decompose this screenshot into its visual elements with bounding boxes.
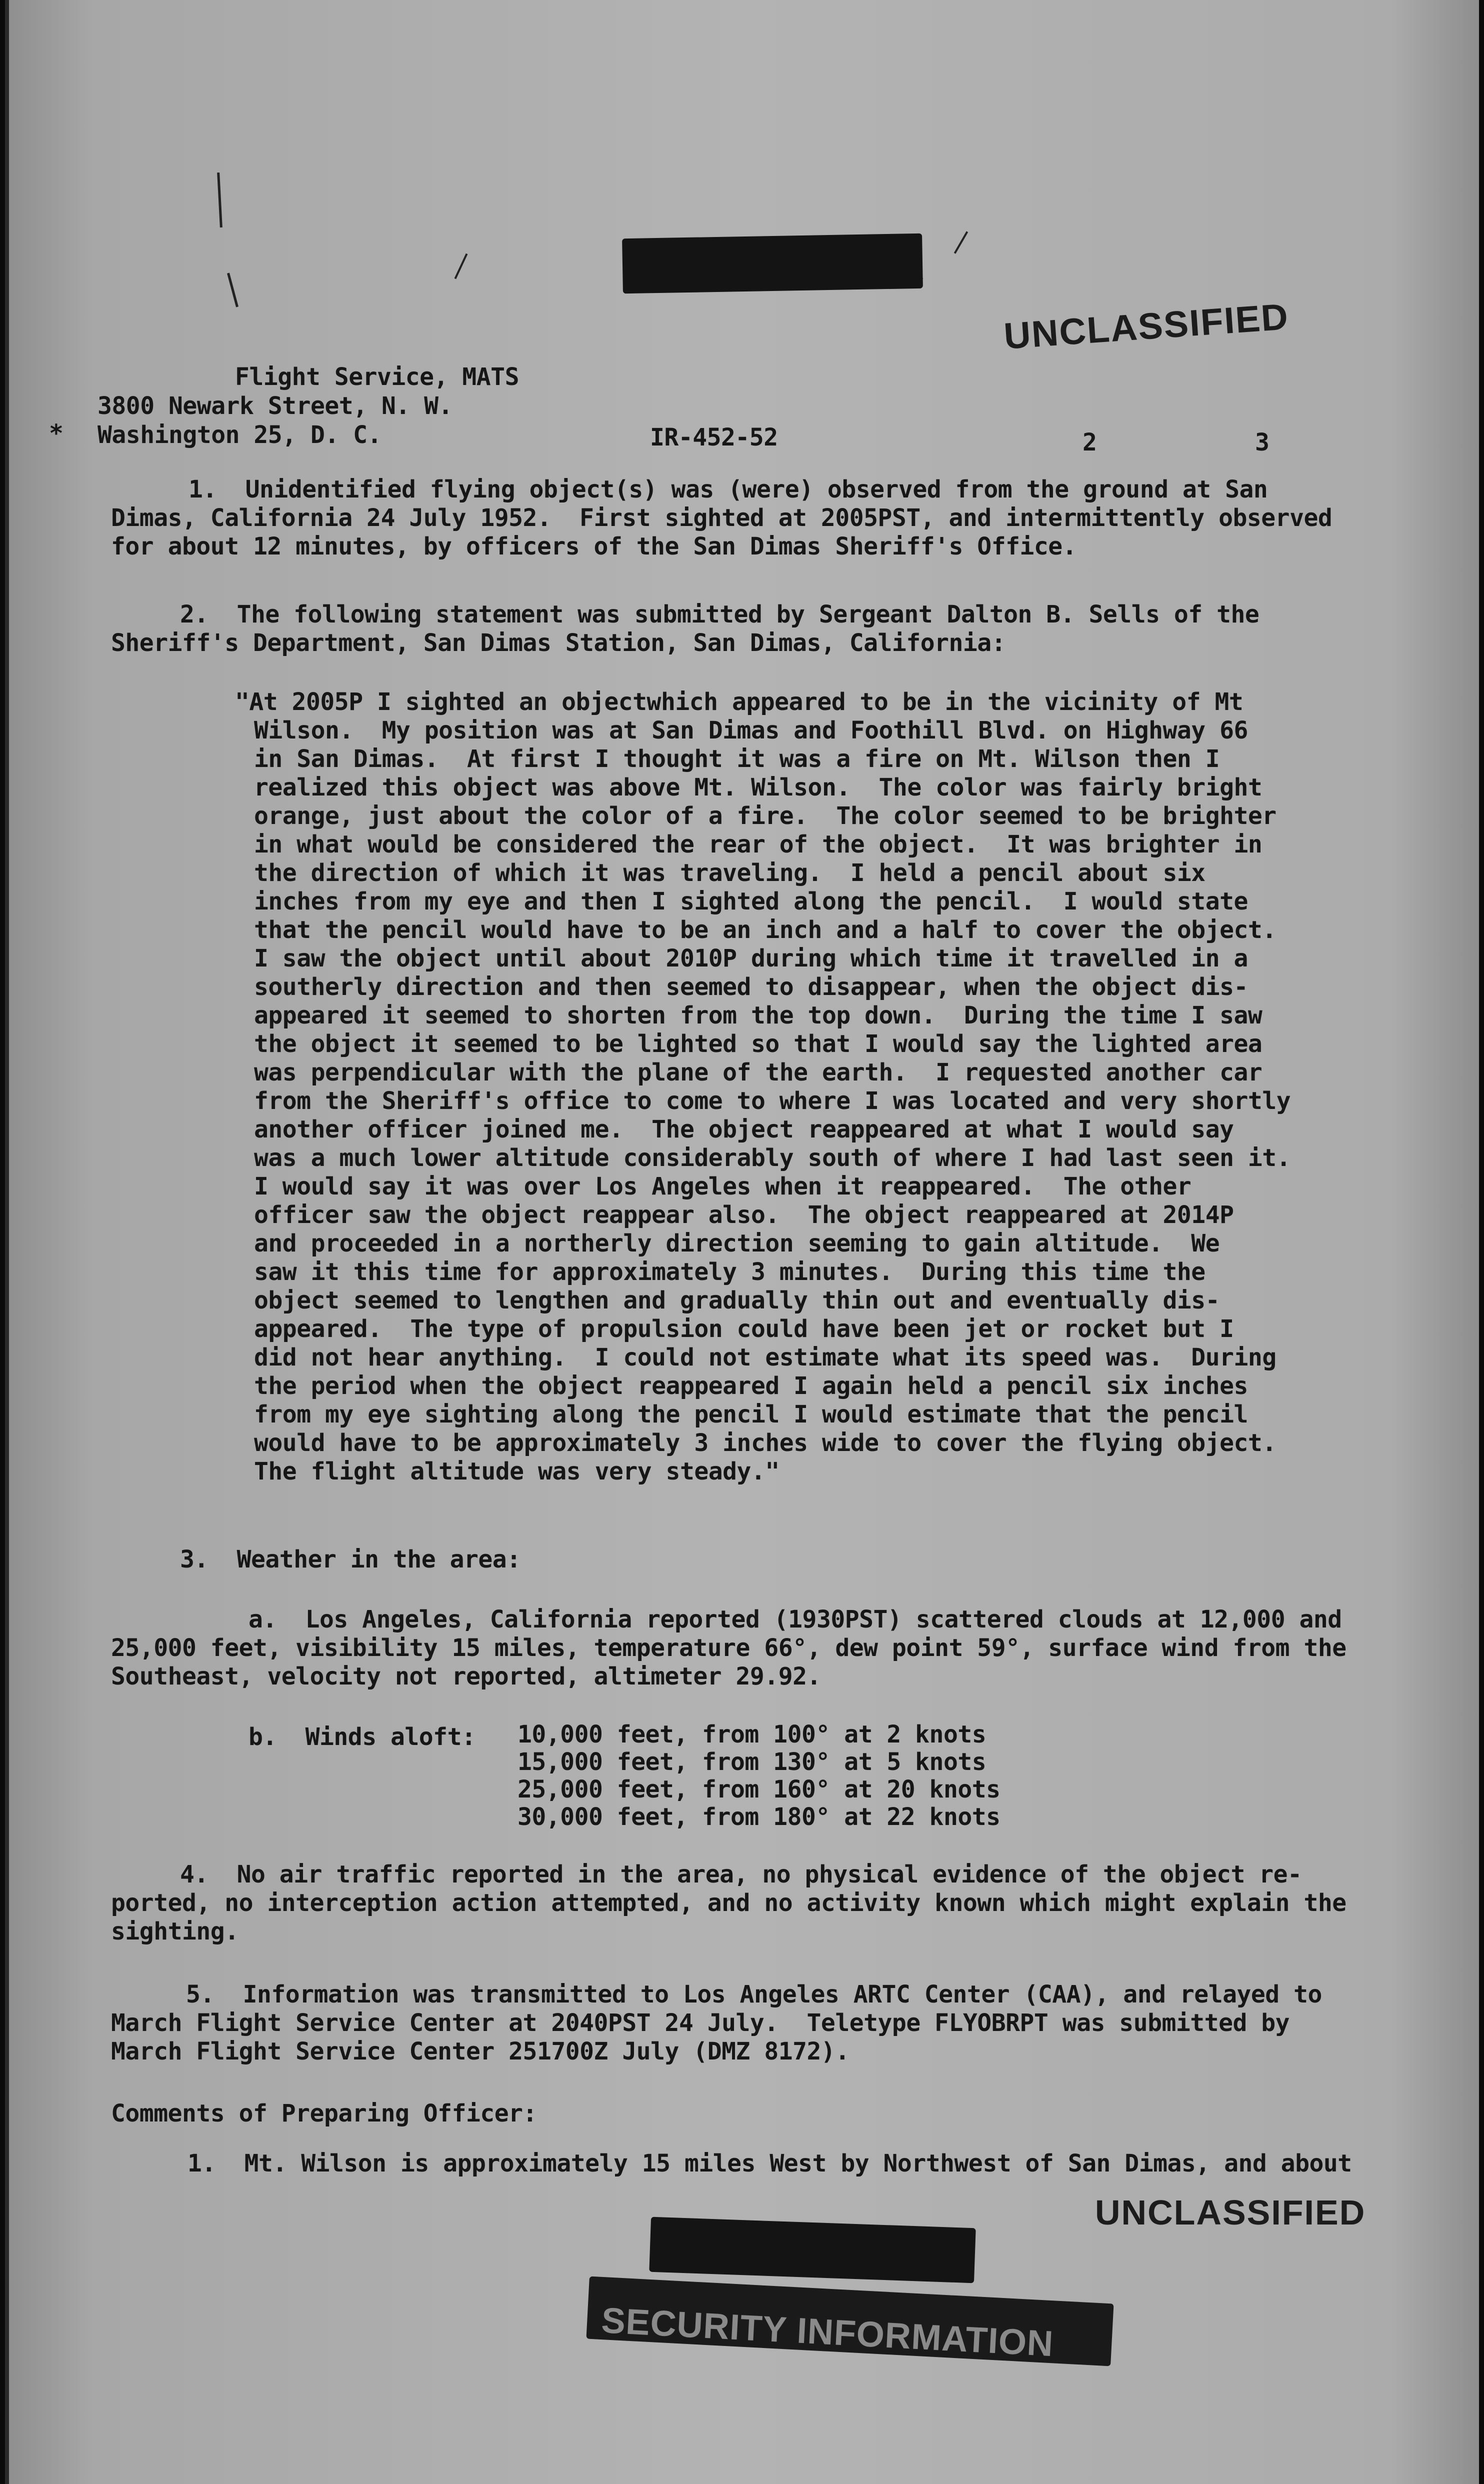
text-line: in San Dimas. At first I thought it was a fire on Mt. Wilson then I bbox=[254, 745, 1220, 773]
asterisk-mark: * bbox=[49, 420, 64, 448]
page-number: 2 bbox=[1082, 428, 1097, 456]
text-line: Sheriff's Department, San Dimas Station, San Dimas, California: bbox=[111, 629, 1006, 657]
text-line: the direction of which it was traveling. I held a pencil about six bbox=[254, 859, 1206, 887]
text-line: Dimas, California 24 July 1952. First sighted at 2005PST, and intermittently observed bbox=[111, 504, 1332, 532]
text-line: 4. No air traffic reported in the area, no physical evidence of the object re- bbox=[180, 1860, 1302, 1888]
text-line: realized this object was above Mt. Wilson. The color was fairly bright bbox=[254, 774, 1262, 802]
page-number: 3 bbox=[1255, 428, 1270, 456]
report-number: IR-452-52 bbox=[650, 424, 778, 452]
winds-row: 30,000 feet, from 180° at 22 knots bbox=[518, 1803, 1000, 1831]
text-line: inches from my eye and then I sighted along the pencil. I would state bbox=[254, 888, 1248, 916]
text-line: object seemed to lengthen and gradually thin out and eventually dis- bbox=[254, 1286, 1220, 1314]
winds-aloft-label: b. Winds aloft: bbox=[248, 1723, 476, 1751]
text-line: was perpendicular with the plane of the earth. I requested another car bbox=[254, 1058, 1262, 1086]
text-line: appeared it seemed to shorten from the top down. During the time I saw bbox=[254, 1002, 1262, 1030]
winds-row: 15,000 feet, from 130° at 5 knots bbox=[518, 1748, 986, 1776]
text-line: ported, no interception action attempted, and no activity known which might explain the bbox=[111, 1889, 1346, 1917]
text-line: orange, just about the color of a fire. The color seemed to be brighter bbox=[254, 802, 1276, 830]
text-line: 2. The following statement was submitted by Sergeant Dalton B. Sells of the bbox=[180, 600, 1260, 628]
text-line: 1. Unidentified flying object(s) was (were) observed from the ground at San bbox=[188, 476, 1268, 504]
text-line: another officer joined me. The object reappeared at what I would say bbox=[254, 1116, 1234, 1144]
text-line: that the pencil would have to be an inch and a half to cover the object. bbox=[254, 916, 1276, 944]
text-line: saw it this time for approximately 3 minutes. During this time the bbox=[254, 1258, 1206, 1286]
redaction-top bbox=[622, 234, 923, 294]
text-line: 5. Information was transmitted to Los Angeles ARTC Center (CAA), and relayed to bbox=[186, 1980, 1322, 2008]
text-line: the object it seemed to be lighted so that I would say the lighted area bbox=[254, 1030, 1262, 1058]
winds-row: 10,000 feet, from 100° at 2 knots bbox=[518, 1720, 986, 1748]
text-line: did not hear anything. I could not estimate what its speed was. During bbox=[254, 1344, 1276, 1372]
text-line: from the Sheriff's office to come to where I was located and very shortly bbox=[254, 1087, 1291, 1115]
redaction-bottom bbox=[649, 2217, 976, 2284]
text-line: I would say it was over Los Angeles when it reappeared. The other bbox=[254, 1172, 1192, 1200]
text-line: from my eye sighting along the pencil I would estimate that the pencil bbox=[254, 1400, 1248, 1428]
paragraph-3-heading: 3. Weather in the area: bbox=[180, 1546, 521, 1574]
text-line: officer saw the object reappear also. The object reappeared at 2014P bbox=[254, 1201, 1234, 1229]
text-line: appeared. The type of propulsion could have been jet or rocket but I bbox=[254, 1315, 1234, 1343]
text-line: a. Los Angeles, California reported (1930PST) scattered clouds at 12,000 and bbox=[248, 1606, 1342, 1634]
text-line: The flight altitude was very steady." bbox=[254, 1458, 780, 1486]
text-line: would have to be approximately 3 inches wide to cover the flying object. bbox=[254, 1429, 1276, 1457]
text-line: "At 2005P I sighted an objectwhich appeared to be in the vicinity of Mt bbox=[235, 688, 1244, 716]
text-line: and proceeded in a northerly direction seeming to gain altitude. We bbox=[254, 1230, 1220, 1258]
text-line: Southeast, velocity not reported, altimeter 29.92. bbox=[111, 1662, 821, 1690]
text-line: southerly direction and then seemed to disappear, when the object dis- bbox=[254, 973, 1248, 1001]
page-edge bbox=[5, 0, 9, 2484]
text-line: for about 12 minutes, by officers of the San Dimas Sheriff's Office. bbox=[111, 532, 1077, 560]
winds-row: 25,000 feet, from 160° at 20 knots bbox=[518, 1776, 1000, 1804]
text-line: 25,000 feet, visibility 15 miles, temperature 66°, dew point 59°, surface wind from the bbox=[111, 1634, 1346, 1662]
address-line-1: Flight Service, MATS bbox=[235, 363, 519, 391]
security-information-stamp: SECURITY INFORMATION bbox=[600, 2300, 1055, 2364]
address-line-2: 3800 Newark Street, N. W. bbox=[98, 392, 452, 420]
text-line: sighting. bbox=[111, 1918, 239, 1946]
comment-1: 1. Mt. Wilson is approximately 15 miles West by Northwest of San Dimas, and about bbox=[188, 2150, 1352, 2178]
comments-heading: Comments of Preparing Officer: bbox=[111, 2100, 537, 2128]
text-line: in what would be considered the rear of the object. It was brighter in bbox=[254, 830, 1262, 858]
classification-stamp-top: UNCLASSIFIED bbox=[1002, 296, 1290, 357]
text-line: was a much lower altitude considerably south of where I had last seen it. bbox=[254, 1144, 1291, 1172]
classification-stamp-bottom: UNCLASSIFIED bbox=[1095, 2193, 1366, 2232]
text-line: Wilson. My position was at San Dimas and Foothill Blvd. on Highway 66 bbox=[254, 716, 1248, 744]
text-line: I saw the object until about 2010P during which time it travelled in a bbox=[254, 944, 1248, 972]
text-line: March Flight Service Center 251700Z July (DMZ 8172). bbox=[111, 2038, 850, 2066]
text-line: March Flight Service Center at 2040PST 24 July. Teletype FLYOBRPT was submitted by bbox=[111, 2009, 1290, 2037]
text-line: the period when the object reappeared I again held a pencil six inches bbox=[254, 1372, 1248, 1400]
address-line-3: Washington 25, D. C. bbox=[98, 421, 382, 449]
